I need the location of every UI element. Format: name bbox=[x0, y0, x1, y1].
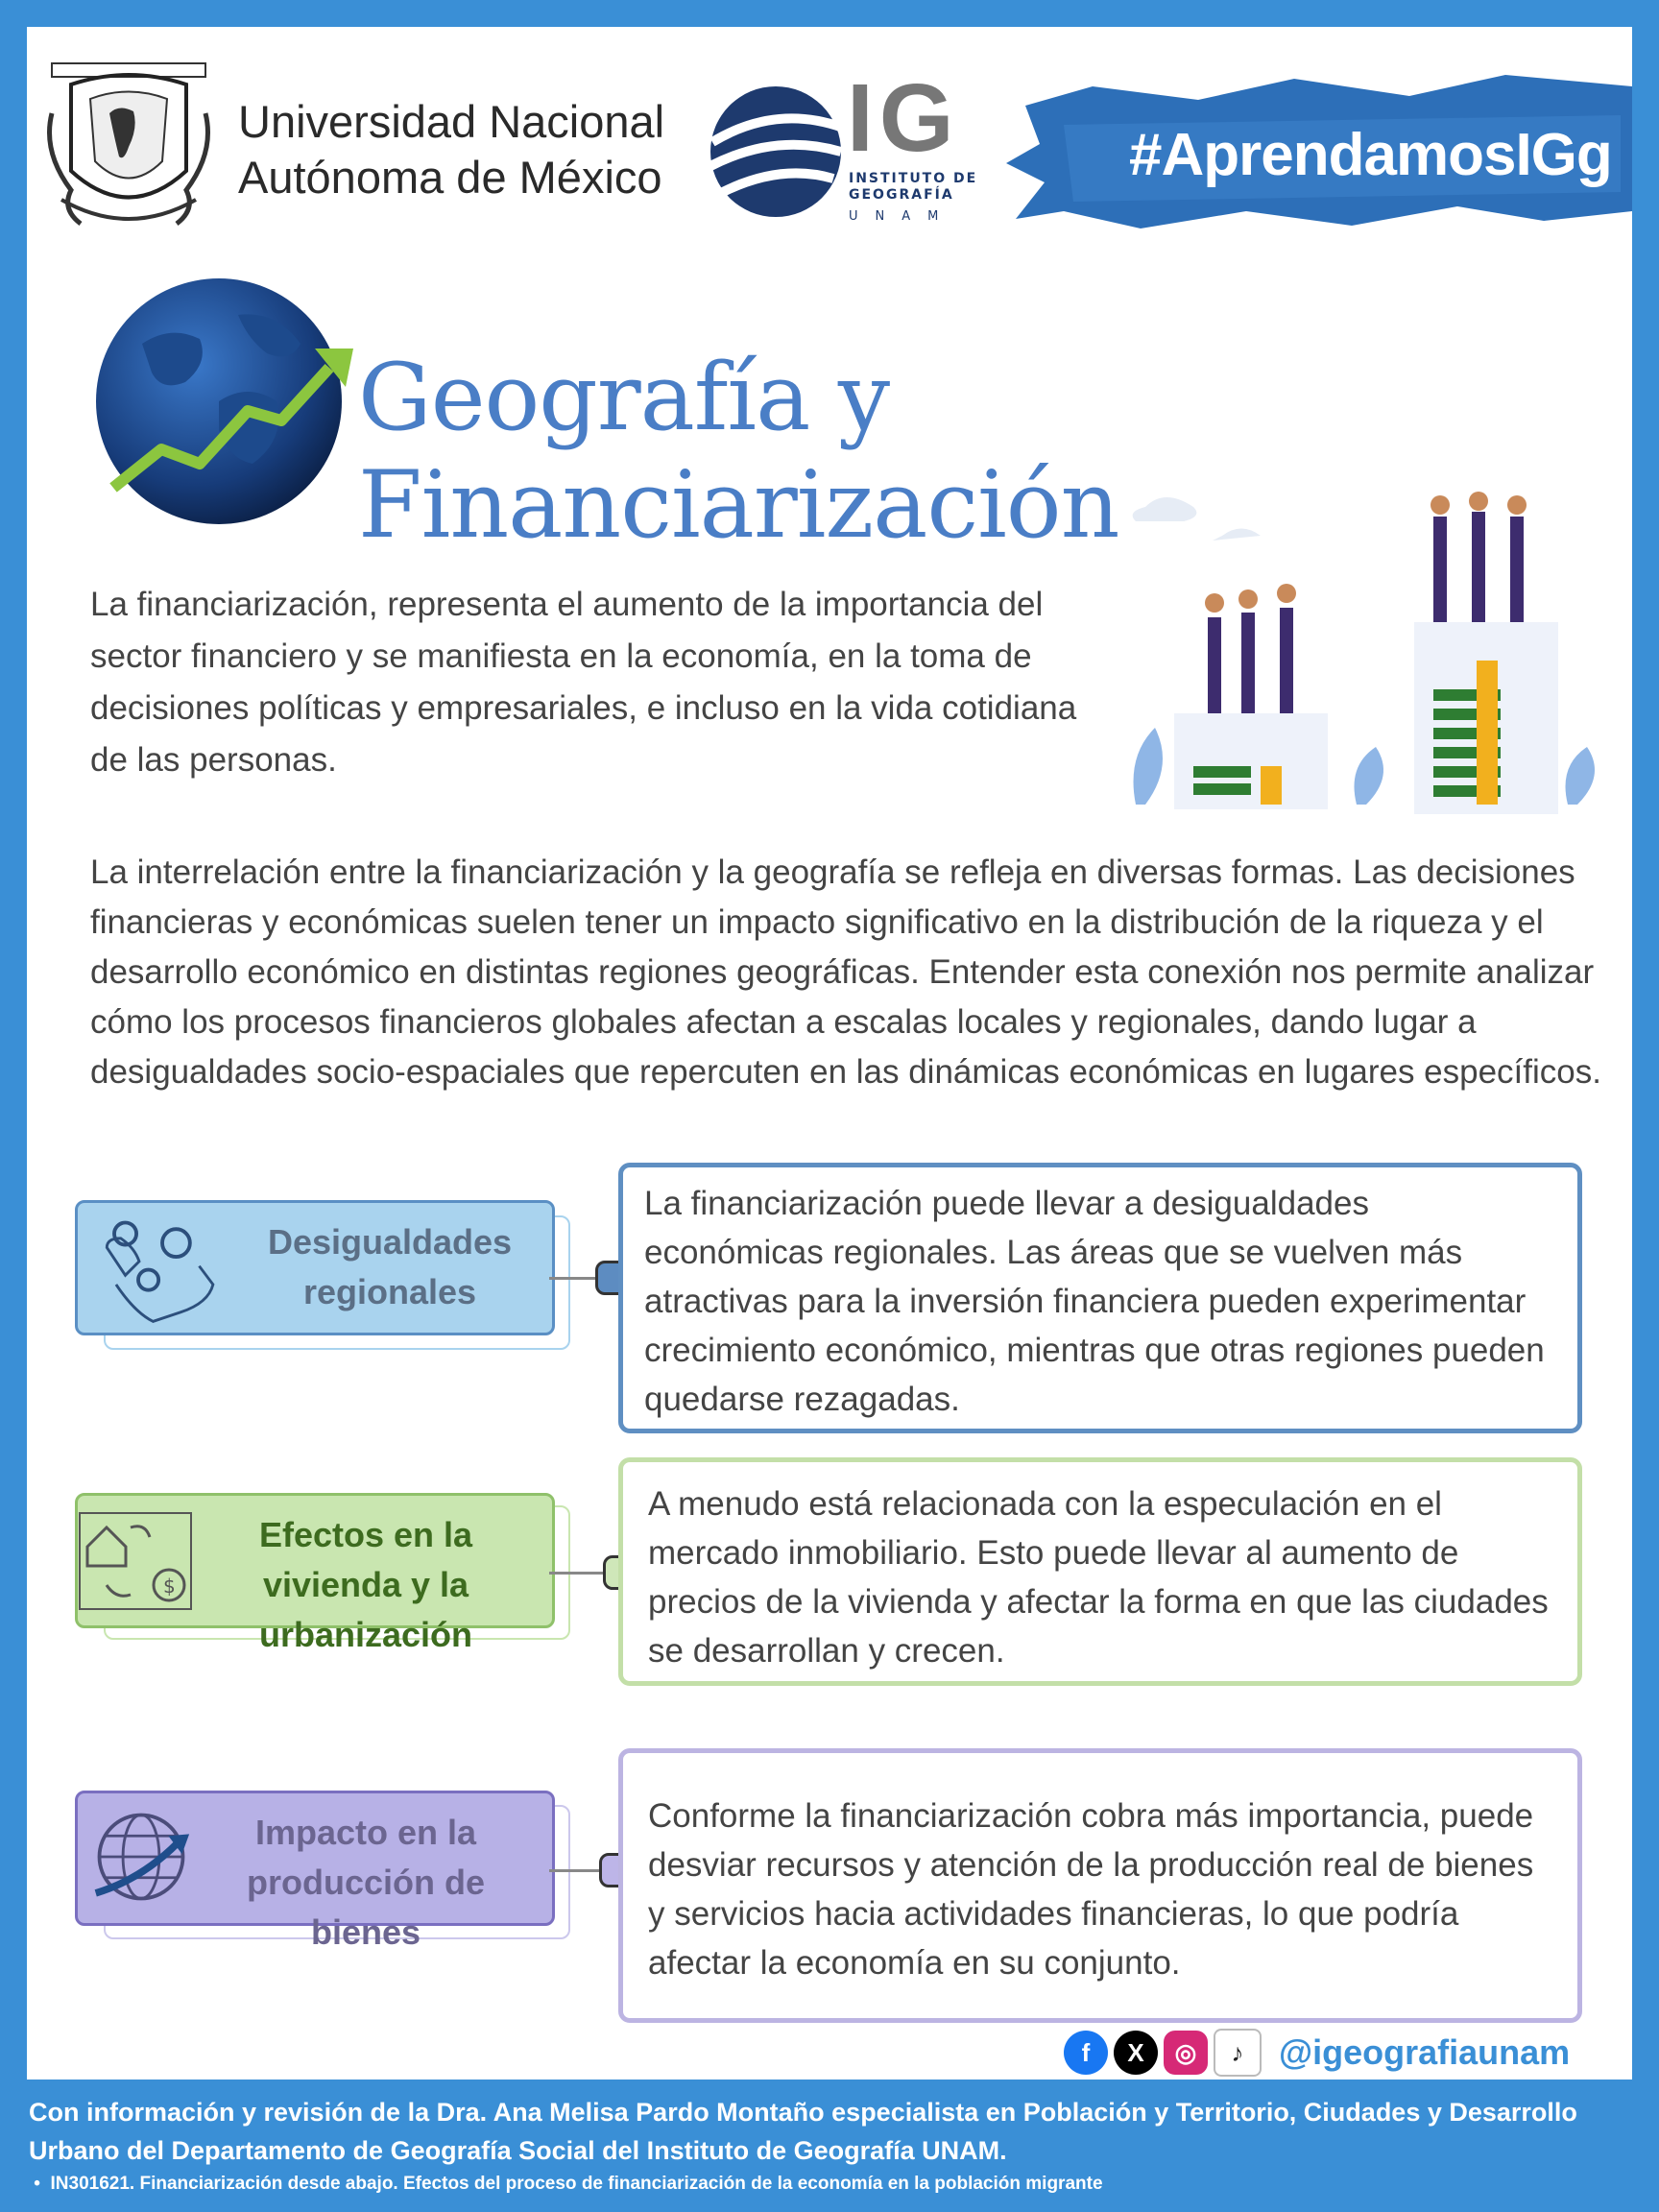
card-label-produccion bbox=[75, 1791, 555, 1952]
card-text: Conforme la financiarización cobra más importancia, puede desviar recursos y atención de la producción real de bienes y servicios hacia actividades financieras, lo que podría afectar la economía en su conjunto. bbox=[648, 1797, 1534, 1982]
university-name: Universidad Nacional Autónoma de México bbox=[238, 96, 665, 203]
tiktok-icon[interactable]: ♪ bbox=[1214, 2029, 1262, 2077]
card-text: A menudo está relacionada con la especulación en el mercado inmobiliario. Esto puede llevar al aumento de precios de la vivienda y afectar la forma en que las ciudades se desarrollan y crecen. bbox=[648, 1485, 1549, 1670]
card-text: La financiarización puede llevar a desigualdades económicas regionales. Las áreas que se vuelven más atractivas para la inversión financiera pueden experimentar crecimiento económico, mientras que otras regiones pueden quedarse rezagadas. bbox=[644, 1185, 1545, 1418]
card-text-box bbox=[618, 1748, 1582, 2023]
social-handle[interactable]: @igeografiaunam bbox=[1279, 2032, 1571, 2072]
ig-unam: UNAM bbox=[849, 209, 956, 224]
x-icon[interactable]: X bbox=[1114, 2031, 1158, 2075]
bullet-icon: • bbox=[29, 2174, 51, 2194]
card-label-text: Desigualdades regionales bbox=[267, 1222, 513, 1311]
infographic-sheet bbox=[27, 27, 1632, 2080]
instagram-icon[interactable]: ◎ bbox=[1164, 2031, 1208, 2075]
unam-seal-icon bbox=[42, 56, 215, 238]
footer-credit: Con información y revisión de la Dra. Ana Melisa Pardo Montaño especialista en Población y Territorio, Ciudades y Desarrollo Urbano del Departamento de Geografía Social del Instituto de Geografía UNAM. bbox=[29, 2098, 1577, 2165]
globe-arrow-icon bbox=[91, 1807, 191, 1907]
map-pins-icon bbox=[95, 1211, 229, 1331]
house-money-icon bbox=[78, 1503, 193, 1619]
people-money-illustration-icon bbox=[1117, 478, 1616, 824]
ig-institute-name: INSTITUTO DE GEOGRAFÍA bbox=[849, 171, 978, 203]
ig-logo-icon bbox=[699, 75, 853, 228]
footer bbox=[29, 2093, 1632, 2195]
relationship-paragraph: La interrelación entre la financiarización y la geografía se refleja en diversas formas. Las decisiones financieras y económicas suelen tener un impacto significativo en la distribución de la riqueza y el desarrollo económico en distintas regiones geográficas. Entender esta conexión nos permite analizar cómo los procesos financieros globales afectan a escalas locales y regionales, dando lugar a desigualdades socio-espaciales que repercuten en las dinámicas económicas en lugares específicos. bbox=[90, 854, 1601, 1091]
ig-letters: IG bbox=[847, 64, 960, 172]
card-text-box bbox=[618, 1163, 1582, 1433]
card-text-box bbox=[618, 1457, 1582, 1686]
globe-growth-icon bbox=[75, 257, 363, 545]
facebook-icon[interactable]: f bbox=[1064, 2031, 1108, 2075]
social-bar bbox=[1064, 2029, 1570, 2077]
svg-text:$: $ bbox=[163, 1575, 176, 1598]
page-title: Geografía y Financiarización bbox=[358, 344, 1119, 559]
card-label-text: Impacto en la producción de bienes bbox=[246, 1813, 485, 1952]
card-label-desigualdades bbox=[75, 1200, 555, 1335]
card-label-text: Efectos en la vivienda y la urbanización bbox=[258, 1515, 473, 1654]
footer-reference: • IN301621. Financiarización desde abajo. Efectos del proceso de financiarización de la economía en la población migrante bbox=[29, 2174, 1103, 2194]
hashtag: #AprendamosIGg bbox=[1129, 122, 1612, 188]
intro-paragraph: La financiarización, representa el aumento de la importancia del sector financiero y se manifiesta en la economía, en la toma de decisiones políticas y empresariales, e incluso en la vida cotidiana de las personas. bbox=[90, 586, 1077, 779]
card-label-vivienda bbox=[75, 1493, 555, 1654]
